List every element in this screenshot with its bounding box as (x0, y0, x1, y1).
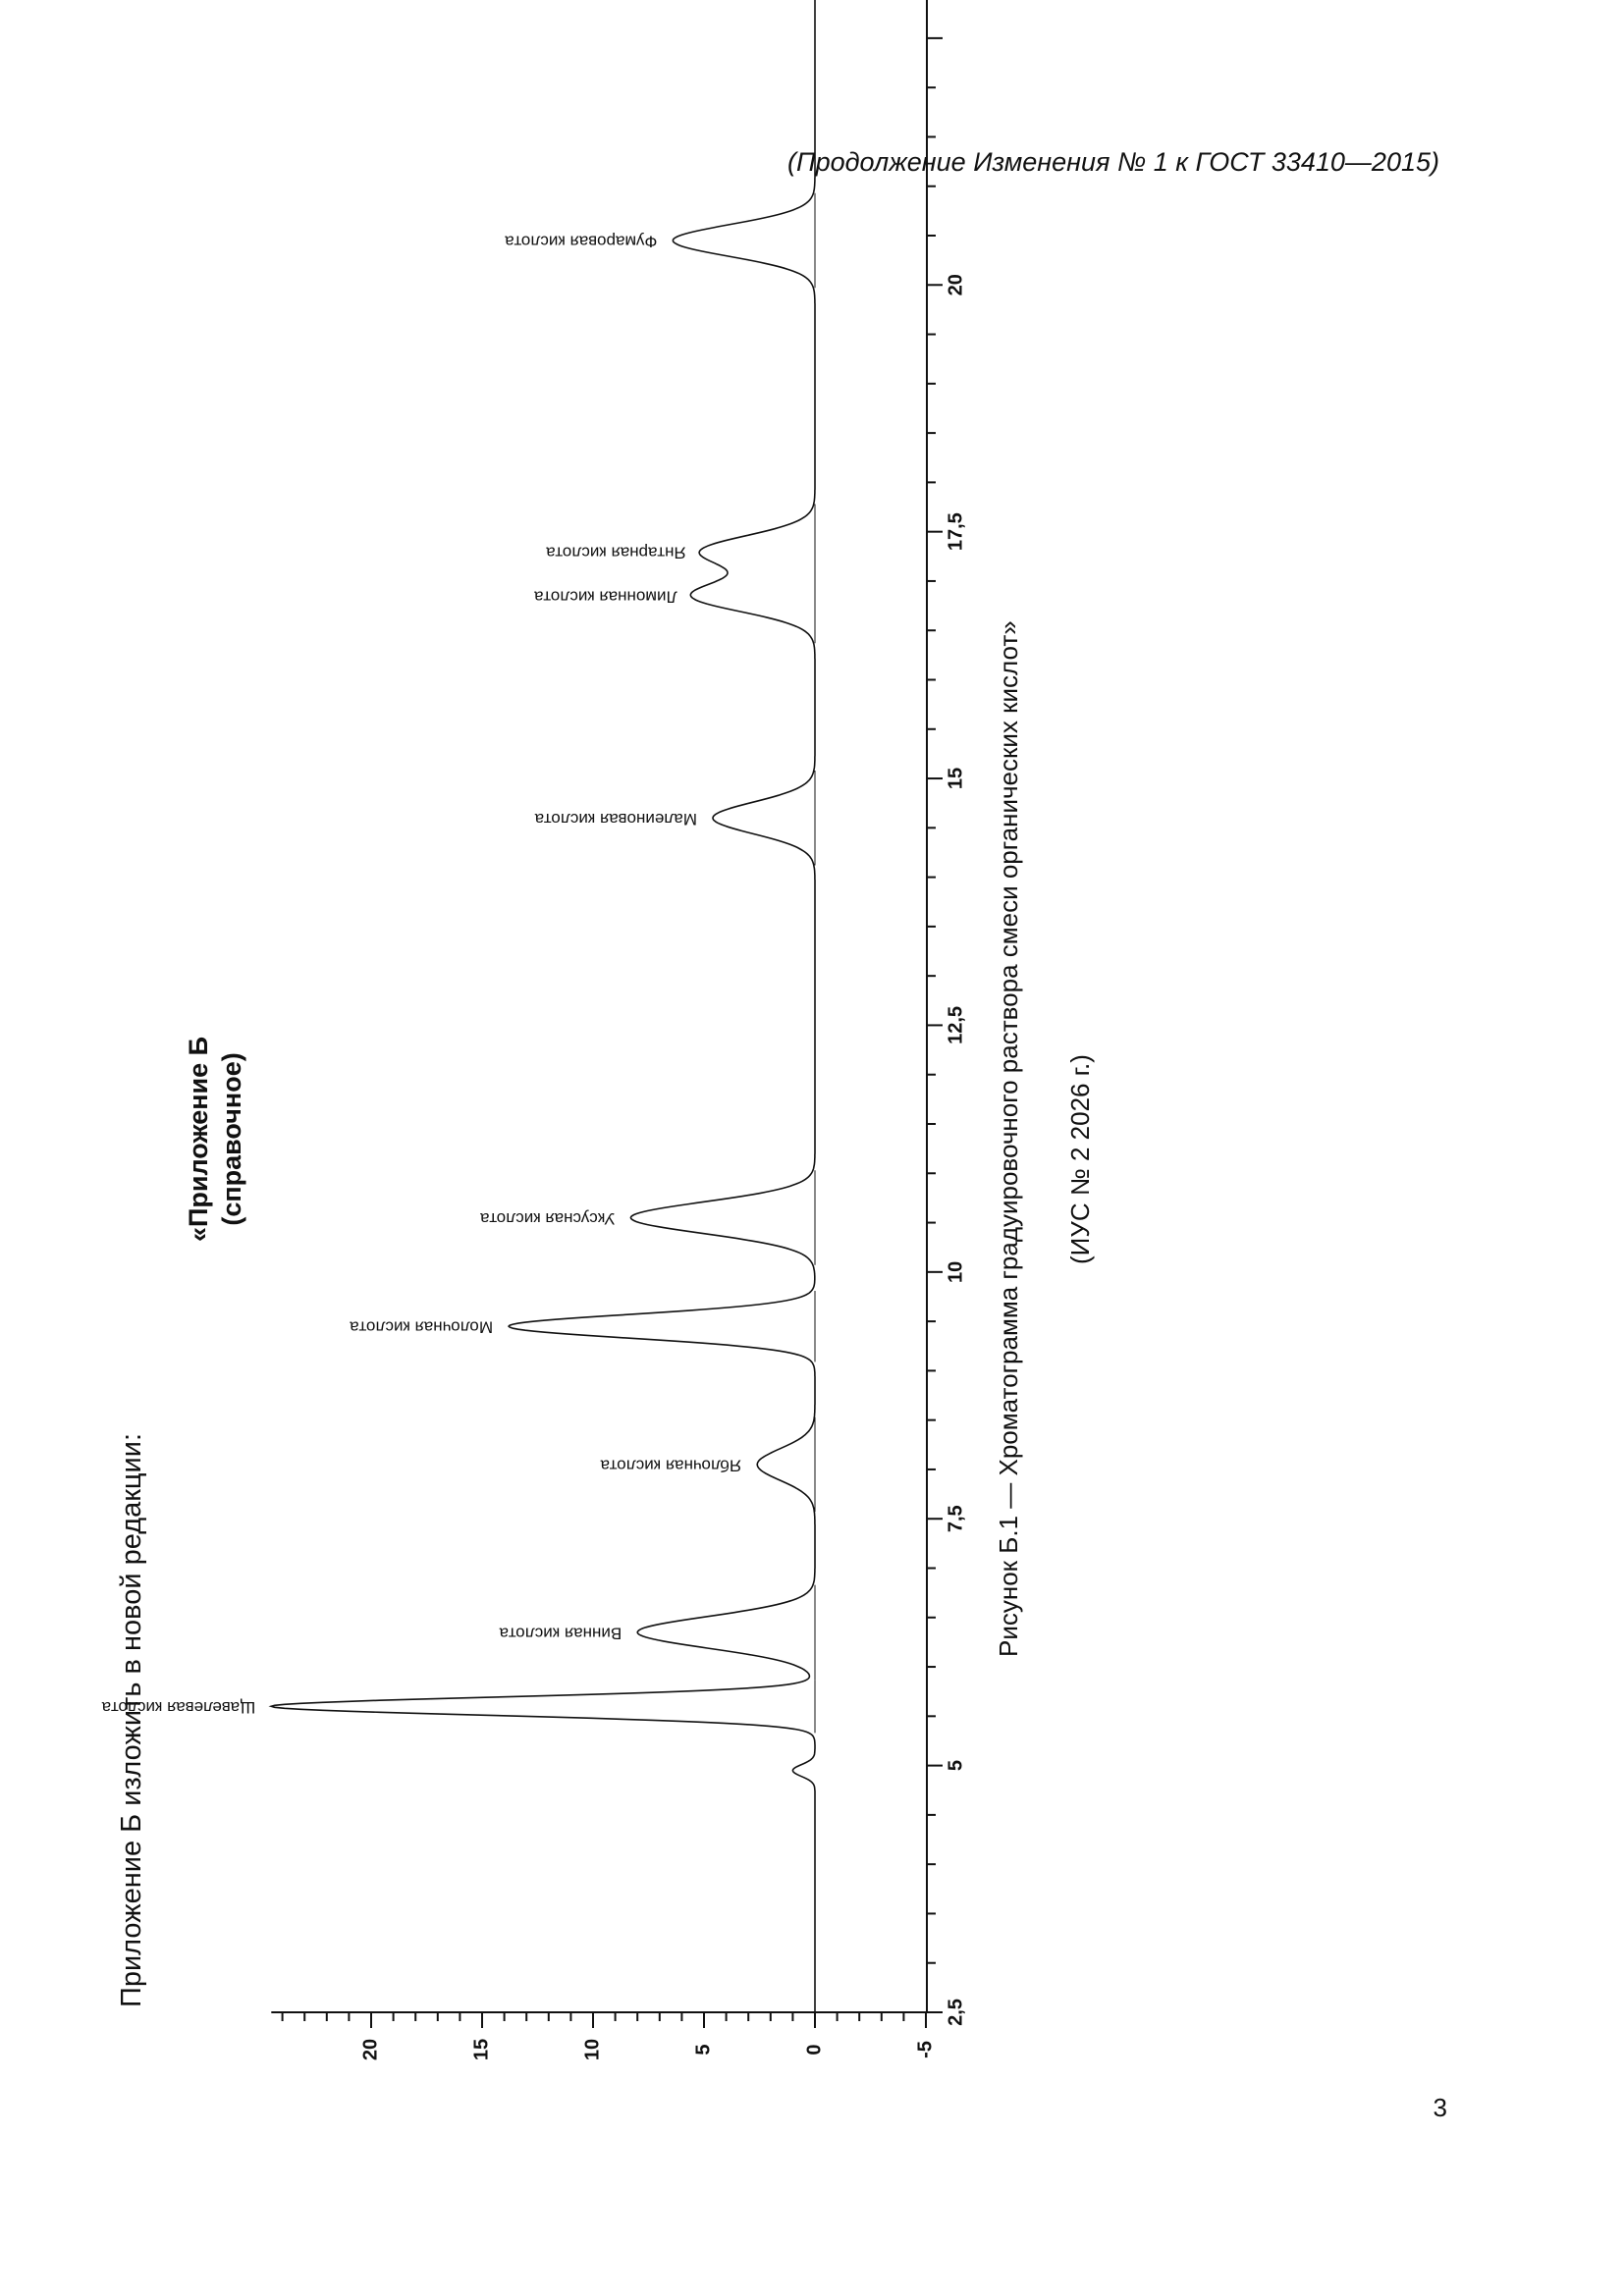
time-tick-label: 15 (945, 767, 967, 790)
time-tick-label: 10 (945, 1260, 967, 1283)
appendix-subtitle: (справочное) (217, 1052, 246, 1226)
peak-label: Щавелевая кислота (101, 1697, 256, 1717)
signal-tick-label: 20 (359, 2038, 382, 2061)
signal-tick-label: -5 (914, 2041, 937, 2058)
peak-label: Молочная кислота (350, 1317, 494, 1337)
intro-text: Приложение Б изложить в новой редакции: (116, 1433, 147, 2007)
peak-label: Лимонная кислота (534, 587, 677, 607)
signal-tick-label: 5 (692, 2044, 715, 2056)
time-tick-label: 5 (945, 1760, 967, 1772)
appendix-title: «Приложение Б (184, 1036, 213, 1242)
peak-label: Винная кислота (499, 1624, 623, 1643)
peak-label: Янтарная кислота (546, 543, 686, 562)
signal-tick-label: 0 (803, 2044, 826, 2056)
time-tick-label: 2,5 (945, 1999, 967, 2026)
signal-tick-label: 15 (470, 2038, 493, 2061)
signal-tick-label: 10 (581, 2038, 604, 2061)
chromatogram-trace (271, 0, 815, 2012)
time-tick-label: 20 (945, 274, 967, 296)
page-number: 3 (1433, 2093, 1447, 2122)
figure-caption: Рисунок Б.1 — Хроматограмма градуировочного раствора смеси органических кислот» (994, 620, 1023, 1657)
peak-label: Фумаровая кислота (505, 232, 658, 251)
time-tick-label: 7,5 (945, 1505, 967, 1533)
peak-label: Яблочная кислота (600, 1456, 742, 1475)
time-tick-label: 12,5 (945, 1005, 967, 1044)
ius-reference: (ИУС № 2 2026 г.) (1065, 1054, 1095, 1264)
peak-label: Уксусная кислота (479, 1209, 616, 1229)
time-tick-label: 17,5 (945, 512, 967, 552)
peak-label: Малеиновая кислота (534, 809, 698, 828)
header-note: (Продолжение Изменения № 1 к ГОСТ 33410—2015) (787, 147, 1439, 177)
